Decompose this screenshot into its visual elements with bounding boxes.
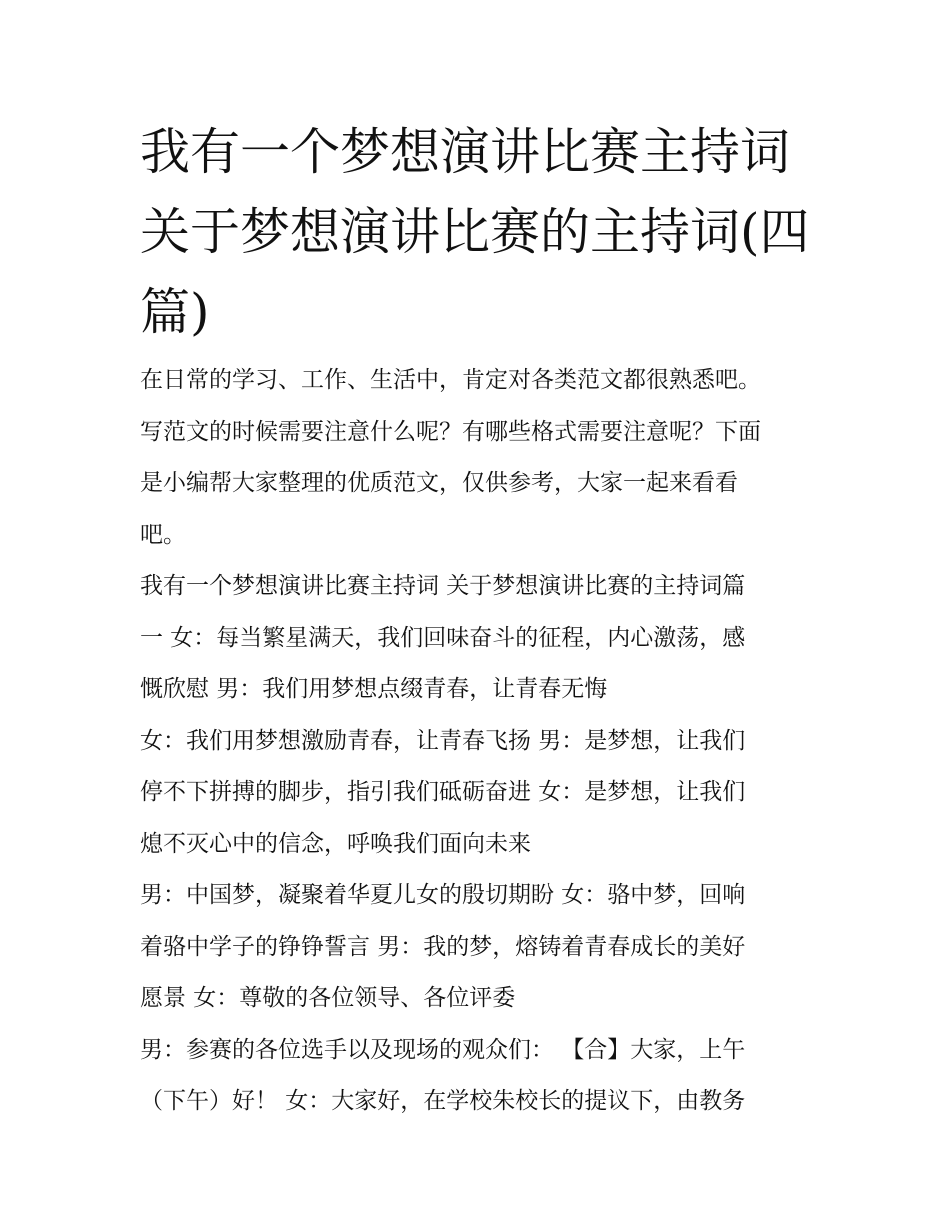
text-line: 一 女：每当繁星满天，我们回味奋斗的征程，内心激荡，感 (140, 624, 746, 651)
text-line: 慨欣慰 男：我们用梦想点缀青春，让青春无悔 (140, 676, 608, 702)
script-paragraph (140, 716, 820, 871)
title-line: 关于梦想演讲比赛的主持词(四 (140, 203, 810, 261)
document-title (140, 112, 820, 352)
text-line: 男：中国梦，凝聚着华夏儿女的殷切期盼 女：骆中梦，回响 (140, 882, 746, 908)
script-paragraph (140, 561, 820, 716)
text-line: （下午）好！ 女：大家好，在学校朱校长的提议下，由教务 (140, 1088, 746, 1114)
text-line: 熄不灭心中的信念，呼唤我们面向未来 (140, 830, 531, 857)
text-line: 写范文的时候需要注意什么呢？有哪些格式需要注意呢？下面 (140, 418, 761, 445)
text-line: 是小编帮大家整理的优质范文，仅供参考，大家一起来看看 (140, 470, 738, 496)
intro-paragraph (140, 355, 820, 561)
text-line: 着骆中学子的铮铮誓言 男：我的梦，熔铸着青春成长的美好 (140, 933, 746, 960)
script-paragraph (140, 1025, 820, 1128)
text-line: 停不下拼搏的脚步，指引我们砥砺奋进 女：是梦想，让我们 (140, 779, 746, 805)
text-line: 吧。 (140, 521, 186, 548)
text-line: 女：我们用梦想激励青春，让青春飞扬 男：是梦想，让我们 (140, 727, 746, 754)
text-line: 男：参赛的各位选手以及现场的观众们： 【合】大家，上午 (140, 1036, 746, 1063)
text-line: 我有一个梦想演讲比赛主持词 关于梦想演讲比赛的主持词篇 (140, 573, 746, 599)
text-line: 愿景 女：尊敬的各位领导、各位评委 (140, 985, 516, 1011)
text-line: 在日常的学习、工作、生活中，肯定对各类范文都很熟悉吧。 (140, 367, 761, 393)
script-paragraph (140, 870, 820, 1025)
title-line: 篇) (140, 283, 210, 341)
document-body (140, 355, 820, 1128)
title-line: 我有一个梦想演讲比赛主持词 (140, 123, 790, 181)
